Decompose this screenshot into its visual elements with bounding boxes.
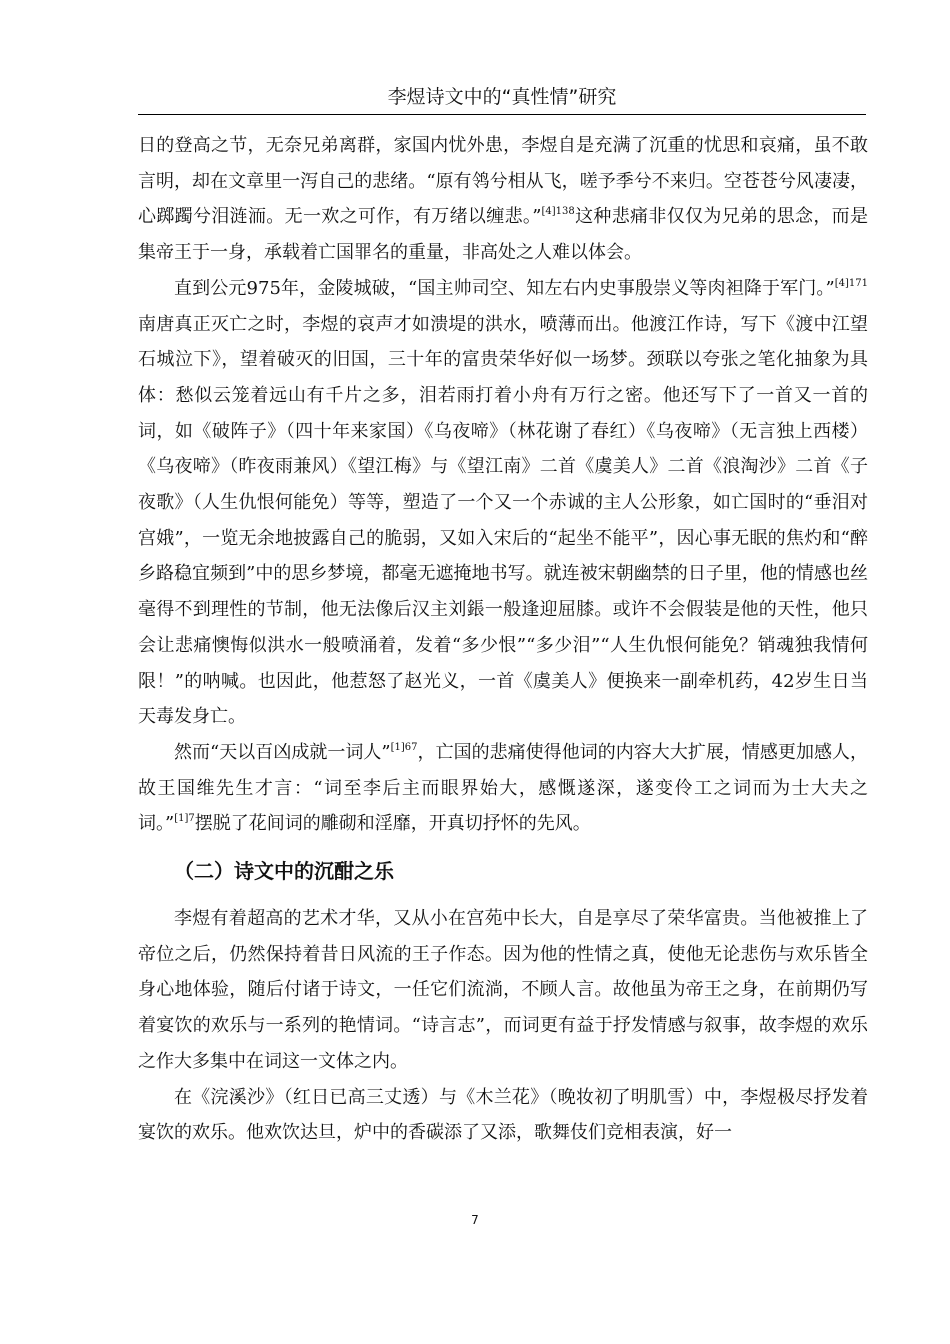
page-header <box>138 82 866 115</box>
citation: [1]67 <box>390 741 418 753</box>
body-text <box>138 128 868 1151</box>
paragraph-1 <box>138 128 868 271</box>
paragraph-3-text-c: 摆脱了花间词的雕砌和淫靡，开真切抒怀的先风。 <box>194 813 591 835</box>
citation: [4]138 <box>541 206 575 218</box>
header-title: 李煜诗文中的“真性情”研究 <box>387 86 617 108</box>
paragraph-1-text-a: 日的登高之节，无奈兄弟离群，家国内忧外患，李煜自是充满了沉重的忧思和哀痛，虽不敢言明，却在文章里一泻自己的悲绪。“原有鸰兮相从飞，嗟予季兮不来归。空苍苍兮风凄凄，心踯躅兮泪涟洏。无一欢之可作，有万绪以缠悲。” <box>138 135 868 228</box>
paragraph-3-text-b: ，亡国的悲痛使得他词的内容大大扩展，情感更加感人，故王国维先生才言：“词至李后主而眼界始大，感慨遂深，遂变伶工之词而为士大夫之词。” <box>138 741 869 835</box>
citation: [1]7 <box>174 813 195 825</box>
paragraph-2 <box>138 271 868 735</box>
paragraph-2-text-a: 直到公元975年，金陵城破，“国主帅司空、知左右内史事殷崇义等肉袒降于军门。” <box>174 277 835 299</box>
paragraph-2-text-b: 南唐真正灭亡之时，李煜的哀声才如溃堤的洪水，喷薄而出。他渡江作诗，写下《渡中江望石城泣下》，望着破灭的旧国，三十年的富贵荣华好似一场梦。颈联以夸张之笔化抽象为具体：愁似云笼着远山有千片之多，泪若雨打着小舟有万行之密。他还写下了一首又一首的词，如《破阵子》（四十年来家国）《乌夜啼》（林花谢了春红）《乌夜啼》（无言独上西楼）《乌夜啼》（昨夜雨兼风）《望江梅》与《望江南》二首《虞美人》二首《浪淘沙》二首《子夜歌》（人生仇恨何能免）等等，塑造了一个又一个赤诚的主人公形象，如亡国时的“垂泪对宫娥”，一览无余地披露自己的脆弱，又如入宋后的“起坐不能平”，因心事无眠的焦灼和“醉乡路稳宜频到”中的思乡梦境，都毫无遮掩地书写。就连被宋朝幽禁的日子里，他的情感也丝毫得不到理性的节制，他无法像后汉主刘鋹一般逢迎屈膝。或许不会假装是他的天性，他只会让悲痛懊悔似洪水一般喷涌着，发着“多少恨”“多少泪”“人生仇恨何能免？销魂独我情何限！”的呐喊。也因此，他惹怒了赵光义，一首《虞美人》便换来一副牵机药，42岁生日当天毒发身亡。 <box>138 313 868 728</box>
section-heading: （二）诗文中的沉酣之乐 <box>174 859 394 884</box>
page-number: 7 <box>471 1213 479 1227</box>
paragraph-1-text-b: 这种悲痛非仅仅为兄弟的思念，而是集帝王于一身，承载着亡国罪名的重量，非高处之人难以体会。 <box>138 206 869 264</box>
paragraph-4: 李煜有着超高的艺术才华，又从小在宫苑中长大，自是享尽了荣华富贵。当他被推上了帝位之后，仍然保持着昔日风流的王子作态。因为他的性情之真，使他无论悲伤与欢乐皆全身心地体验，随后付诸于诗文，一任它们流淌，不顾人言。故他虽为帝王之身，在前期仍写着宴饮的欢乐与一系列的艳情词。“诗言志”，而词更有益于抒发情感与叙事，故李煜的欢乐之作大多集中在词这一文体之内。 <box>138 908 868 1072</box>
paragraph-3-text-a: 然而“天以百凶成就一词人” <box>174 741 391 763</box>
paragraph-3 <box>138 735 868 842</box>
citation: [4]171 <box>834 277 868 289</box>
paragraph-5: 在《浣溪沙》（红日已高三丈透）与《木兰花》（晚妆初了明肌雪）中，李煜极尽抒发着宴饮的欢乐。他欢饮达旦，炉中的香碳添了又添，歌舞伎们竞相表演，好一 <box>138 1086 868 1144</box>
